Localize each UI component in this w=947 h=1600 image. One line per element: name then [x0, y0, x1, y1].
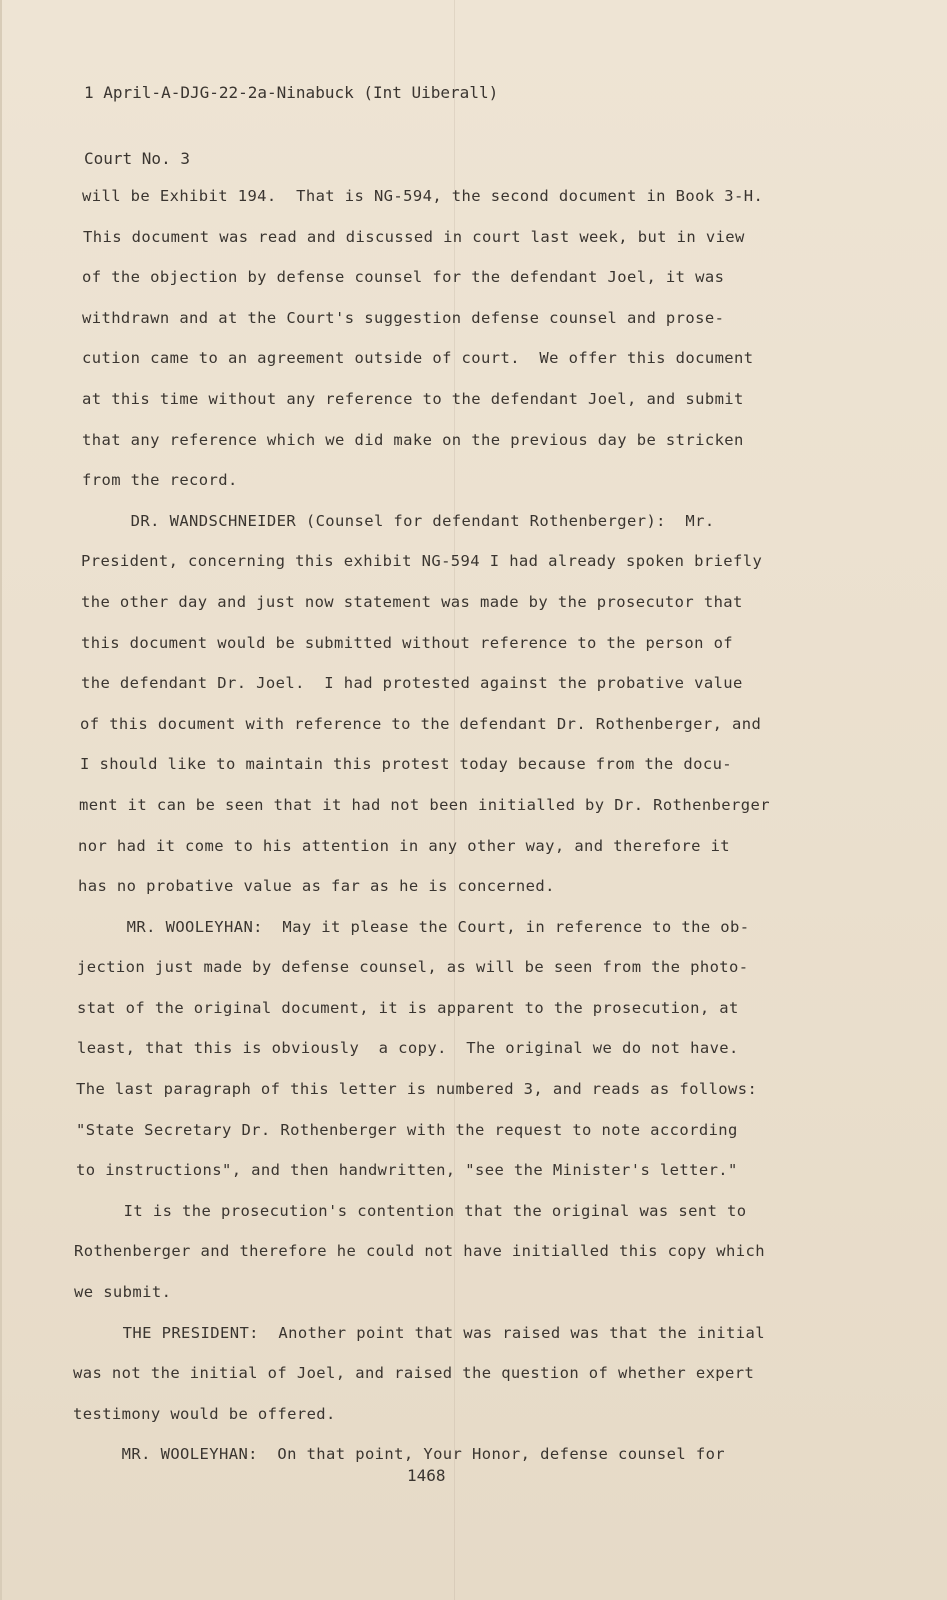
transcript-body	[73, 176, 876, 1475]
transcript-line: this document would be submitted without reference to the person of	[81, 633, 734, 652]
transcript-line: will be Exhibit 194. That is NG-594, the second document in Book 3-H.	[82, 187, 764, 205]
transcript-line: "State Secretary Dr. Rothenberger with the request to note according	[76, 1120, 738, 1139]
transcript-line: we submit.	[74, 1283, 172, 1302]
transcript-line: nor had it come to his attention in any other way, and therefore it	[78, 836, 731, 855]
transcript-line: cution came to an agreement outside of court. We offer this document	[82, 349, 754, 368]
transcript-line: jection just made by defense counsel, as will be seen from the photo-	[77, 958, 749, 977]
transcript-line: I should like to maintain this protest today because from the docu-	[80, 755, 733, 774]
transcript-line: the other day and just now statement was made by the prosecutor that	[81, 592, 743, 611]
transcript-line: Rothenberger and therefore he could not have initialled this copy which	[74, 1242, 765, 1261]
transcript-line: the defendant Dr. Joel. I had protested against the probative value	[81, 674, 743, 693]
transcript-line: MR. WOOLEYHAN: On that point, Your Honor, defense counsel for	[73, 1445, 726, 1464]
transcript-line: of the objection by defense counsel for the defendant Joel, it was	[82, 268, 725, 287]
transcript-line: The last paragraph of this letter is numbered 3, and reads as follows:	[76, 1080, 758, 1099]
page-number: 1468	[407, 1466, 446, 1485]
transcript-line: President, concerning this exhibit NG-594 I had already spoken briefly	[81, 552, 763, 571]
transcript-line: It is the prosecution's contention that the original was sent to	[75, 1201, 747, 1220]
transcript-line: at this time without any reference to the defendant Joel, and submit	[82, 389, 744, 408]
transcript-line: testimony would be offered.	[73, 1404, 336, 1423]
transcript-line: from the record.	[82, 471, 238, 490]
transcript-line: that any reference which we did make on the previous day be stricken	[82, 430, 744, 449]
header-court-line: Court No. 3	[84, 149, 190, 168]
transcript-line: least, that this is obviously a copy. The original we do not have.	[77, 1039, 739, 1058]
transcript-line: was not the initial of Joel, and raised the question of whether expert	[73, 1364, 755, 1383]
transcript-line: MR. WOOLEYHAN: May it please the Court, in reference to the ob-	[78, 917, 750, 936]
transcript-line: of this document with reference to the defendant Dr. Rothenberger, and	[80, 714, 762, 733]
transcript-line: withdrawn and at the Court's suggestion defense counsel and prose-	[82, 308, 725, 327]
transcript-line: DR. WANDSCHNEIDER (Counsel for defendant Rothenberger): Mr.	[82, 511, 715, 530]
transcript-line: ment it can be seen that it had not been initialled by Dr. Rothenberger	[79, 795, 770, 814]
transcript-line: has no probative value as far as he is concerned.	[78, 877, 555, 896]
header-reference-line: 1 April-A-DJG-22-2a-Ninabuck (Int Uiberall)	[84, 83, 499, 102]
transcript-line: This document was read and discussed in court last week, but in view	[83, 227, 745, 246]
transcript-line: stat of the original document, it is apparent to the prosecution, at	[77, 998, 739, 1017]
transcript-line: THE PRESIDENT: Another point that was raised was that the initial	[74, 1323, 765, 1342]
transcript-line: to instructions", and then handwritten, "see the Minister's letter."	[76, 1161, 738, 1180]
